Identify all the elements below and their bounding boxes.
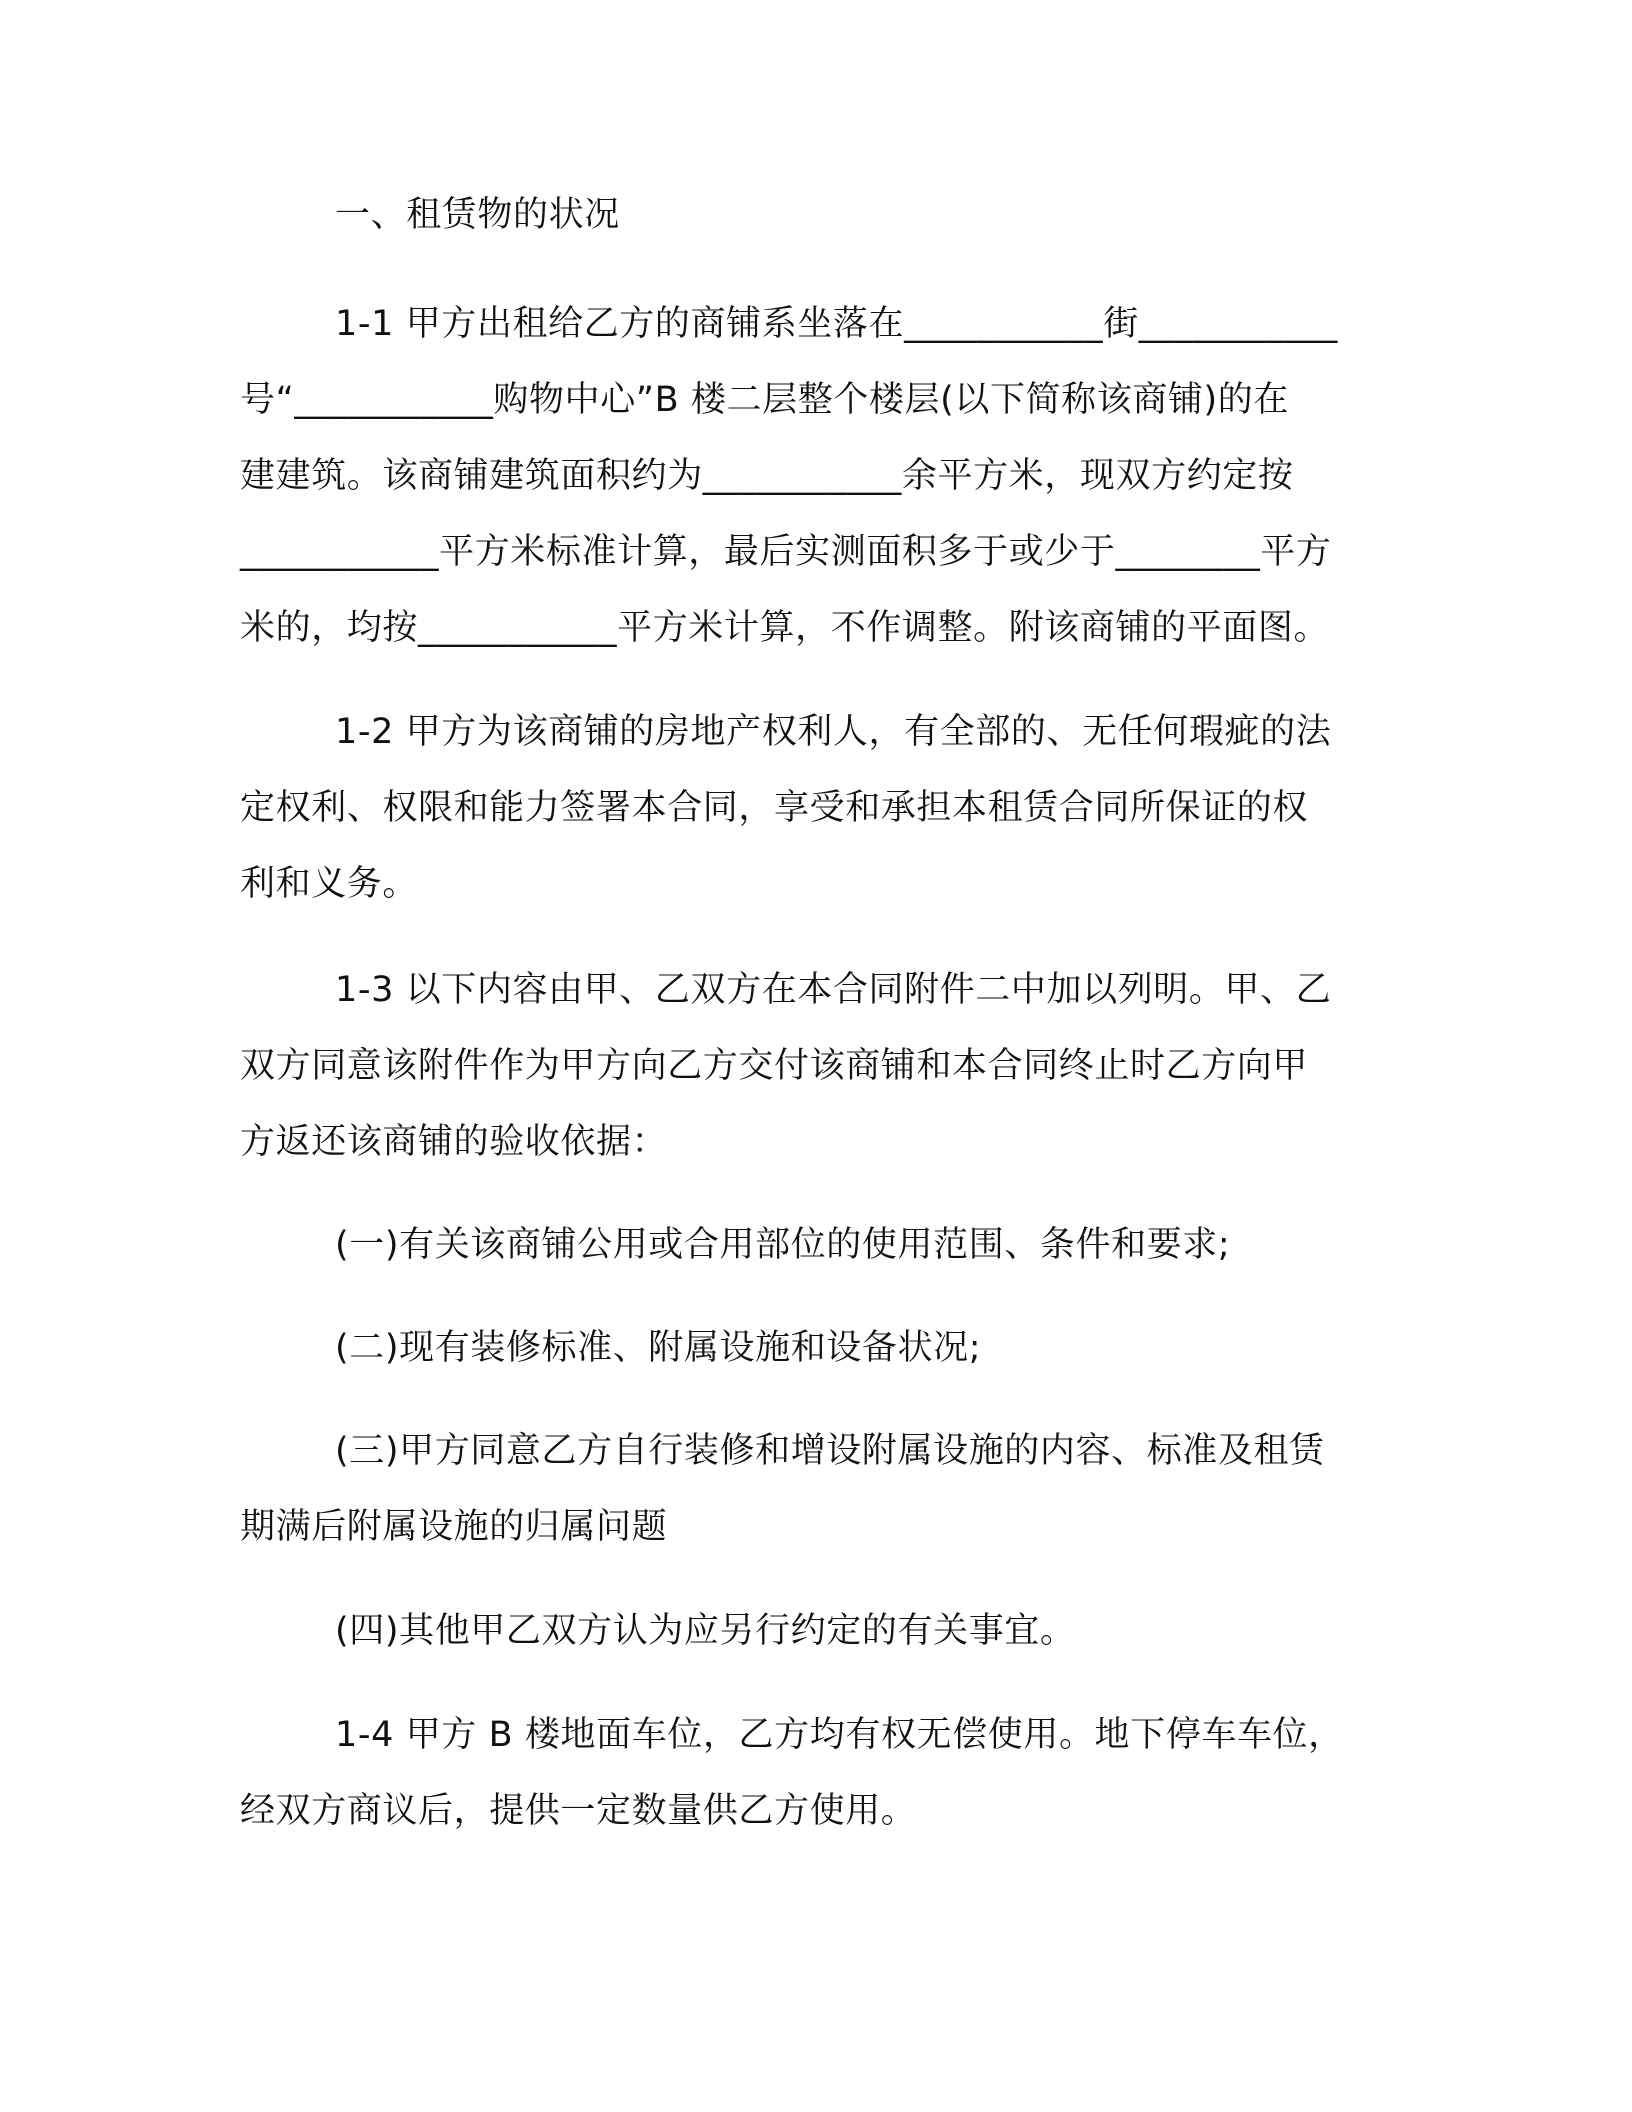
list-item-3-line-2: 期满后附属设施的归属问题 xyxy=(240,1507,668,1547)
clause-1-1-line-2: 号“___________购物中心”B 楼二层整个楼层(以下简称该商铺)的在 xyxy=(240,380,1290,420)
clause-1-3-line-3: 方返还该商铺的验收依据： xyxy=(240,1122,668,1162)
clause-1-1-line-5: 米的，均按___________平方米计算，不作调整。附该商铺的平面图。 xyxy=(240,608,1330,648)
list-item-2: (二)现有装修标准、附属设施和设备状况; xyxy=(335,1328,982,1368)
clause-1-1-line-4: ___________平方米标准计算，最后实测面积多于或少于________平方 xyxy=(240,532,1332,572)
list-item-4: (四)其他甲乙双方认为应另行约定的有关事宜。 xyxy=(335,1611,1076,1651)
clause-1-2-line-3: 利和义务。 xyxy=(240,864,419,904)
clause-1-4-line-1: 1-4 甲方 B 楼地面车位，乙方均有权无偿使用。地下停车车位， xyxy=(335,1715,1344,1755)
list-item-1: (一)有关该商铺公用或合用部位的使用范围、条件和要求; xyxy=(335,1225,1231,1265)
clause-1-3-line-1: 1-3 以下内容由甲、乙双方在本合同附件二中加以列明。甲、乙 xyxy=(335,970,1332,1010)
clause-1-1-line-1: 1-1 甲方出租给乙方的商铺系坐落在___________街___________ xyxy=(335,304,1338,344)
clause-1-2-line-1: 1-2 甲方为该商铺的房地产权利人，有全部的、无任何瑕疵的法 xyxy=(335,712,1332,752)
clause-1-3-line-2: 双方同意该附件作为甲方向乙方交付该商铺和本合同终止时乙方向甲 xyxy=(240,1046,1309,1086)
clause-1-2-line-2: 定权利、权限和能力签署本合同，享受和承担本租赁合同所保证的权 xyxy=(240,788,1309,828)
section-title: 一、租赁物的状况 xyxy=(335,195,620,235)
clause-1-1-line-3: 建建筑。该商铺建筑面积约为___________余平方米，现双方约定按 xyxy=(240,456,1294,496)
clause-1-4-line-2: 经双方商议后，提供一定数量供乙方使用。 xyxy=(240,1791,917,1831)
list-item-3-line-1: (三)甲方同意乙方自行装修和增设附属设施的内容、标准及租赁 xyxy=(335,1431,1325,1471)
